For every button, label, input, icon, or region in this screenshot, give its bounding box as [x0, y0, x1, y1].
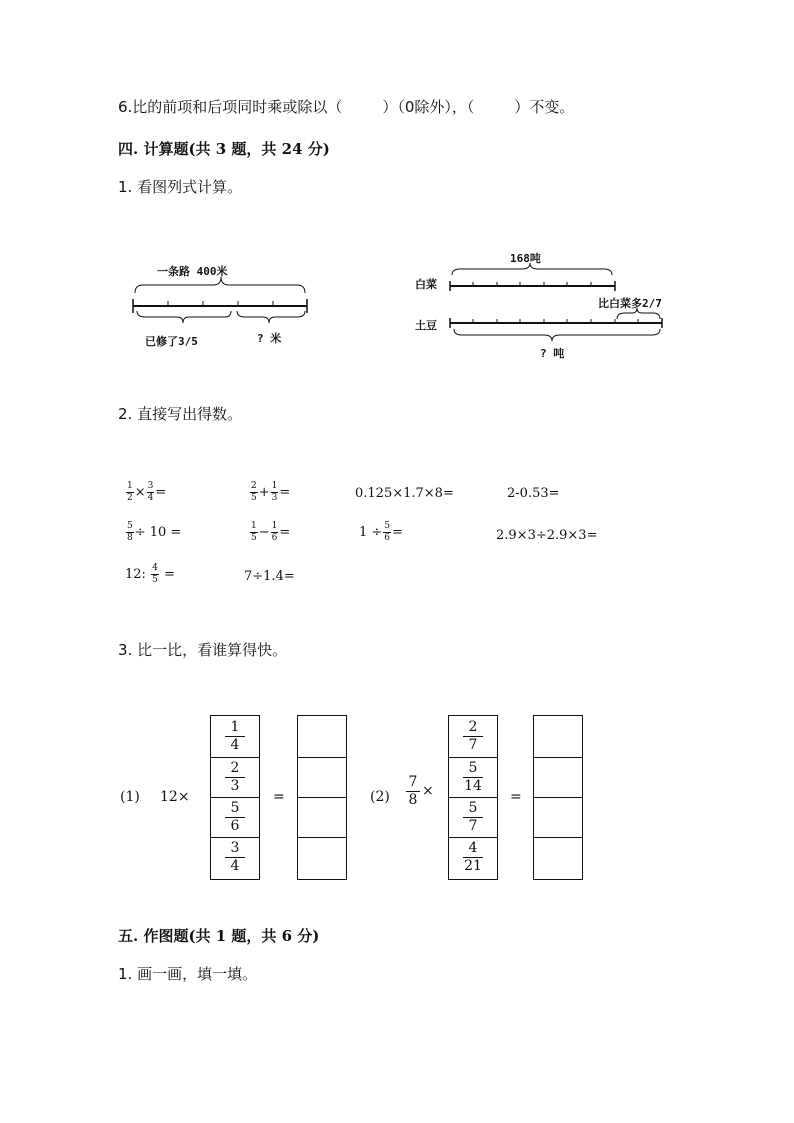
fraction-cell: $\frac{2}{7}$ — [449, 716, 497, 758]
fraction-cell: $\frac{5}{6}$ — [211, 797, 259, 838]
fraction: $\frac{5}{8}$ — [127, 521, 133, 543]
group-1-label: (1) — [120, 789, 140, 805]
q6-text-b: ）（0除外），（ — [382, 98, 475, 116]
fraction-cell: $\frac{1}{4}$ — [211, 716, 259, 758]
fraction: $\frac{1}{5}$ — [251, 521, 257, 543]
problem-3-title: 3. 比一比，看谁算得快。 — [118, 641, 288, 659]
group-2-answer-column — [533, 715, 583, 880]
answer-box[interactable] — [534, 797, 582, 838]
answer-box[interactable] — [298, 757, 346, 798]
fraction-cell: $\frac{3}{4}$ — [211, 837, 259, 878]
q6-text-c: ）不变。 — [514, 98, 575, 116]
road-diagram — [125, 255, 320, 355]
question-6 — [118, 96, 574, 117]
answer-box[interactable] — [298, 716, 346, 758]
problem-4-title: 1. 画一画，填一填。 — [118, 965, 258, 983]
calc-r2-c: 1 ÷ $\frac{5}{6}$ = — [359, 521, 403, 543]
fraction: $\frac{4}{5}$ — [152, 563, 158, 585]
fraction: $\frac{1}{6}$ — [271, 521, 278, 543]
fraction: $\frac{1}{3}$ — [271, 481, 278, 503]
group-1-fractions-column — [210, 715, 260, 880]
road-rest-label: ? 米 — [257, 332, 282, 345]
section-4-title: 四. 计算题(共 3 题，共 24 分) — [118, 140, 330, 158]
calc-r1-d: 2-0.53= — [507, 486, 560, 501]
fraction: $\frac{2}{5}$ — [251, 481, 257, 503]
answer-box[interactable] — [534, 716, 582, 758]
fraction: $\frac{5}{6}$ — [384, 521, 391, 543]
fraction: $\frac{1}{2}$ — [127, 481, 133, 503]
group-2-prefix: $\frac{7}{8}$ × — [406, 775, 434, 807]
answer-box[interactable] — [534, 837, 582, 878]
fraction-cell: $\frac{4}{21}$ — [464, 840, 482, 874]
fraction: $\frac{3}{4}$ — [147, 481, 154, 503]
potato-answer-label: ? 吨 — [540, 347, 565, 360]
answer-box[interactable] — [298, 837, 346, 878]
road-done-label: 已修了3/5 — [145, 335, 198, 348]
group-2-equals: = — [510, 789, 522, 805]
extra-label: 比白菜多2/7 — [598, 297, 662, 310]
group-2-label: (2) — [370, 789, 390, 805]
problem-2-title: 2. 直接写出得数。 — [118, 405, 243, 423]
calc-r2-a: $\frac{5}{8}$ ÷ 10 = — [127, 521, 182, 543]
group-1-equals: = — [273, 789, 285, 805]
fraction-cell: $\frac{5}{14}$ — [449, 757, 497, 798]
answer-box[interactable] — [298, 797, 346, 838]
q6-text-a: 6.比的前项和后项同时乘或除以（ — [118, 98, 343, 116]
road-total-label: 一条路 400米 — [157, 265, 228, 278]
calc-r3-a: 12: $\frac{4}{5}$ = — [125, 563, 175, 585]
calc-r1-c: 0.125×1.7×8= — [355, 486, 454, 501]
cabbage-label: 白菜 — [415, 278, 437, 291]
group-2-fractions-column — [448, 715, 498, 880]
group-1-answer-column — [297, 715, 347, 880]
fraction: $\frac{7}{8}$ — [406, 775, 420, 807]
fraction-cell: $\frac{2}{3}$ — [211, 757, 259, 798]
problem-1-title: 1. 看图列式计算。 — [118, 178, 243, 196]
calc-r1-b: $\frac{2}{5}$ + $\frac{1}{3}$ = — [251, 481, 291, 503]
calc-r3-b: 7÷1.4= — [244, 569, 295, 584]
cabbage-total-label: 168吨 — [510, 252, 541, 265]
group-1-prefix: 12× — [160, 789, 190, 805]
section-5-title: 五. 作图题(共 1 题，共 6 分) — [118, 927, 320, 945]
calc-r2-d: 2.9×3÷2.9×3= — [496, 528, 598, 543]
potato-label: 土豆 — [415, 319, 437, 332]
answer-box[interactable] — [534, 757, 582, 798]
fraction-cell: $\frac{5}{7}$ — [449, 797, 497, 838]
vegetables-diagram — [410, 245, 680, 365]
calc-r2-b: $\frac{1}{5}$ − $\frac{1}{6}$ = — [251, 521, 291, 543]
calc-r1-a: $\frac{1}{2}$ × $\frac{3}{4}$ = — [127, 481, 167, 503]
